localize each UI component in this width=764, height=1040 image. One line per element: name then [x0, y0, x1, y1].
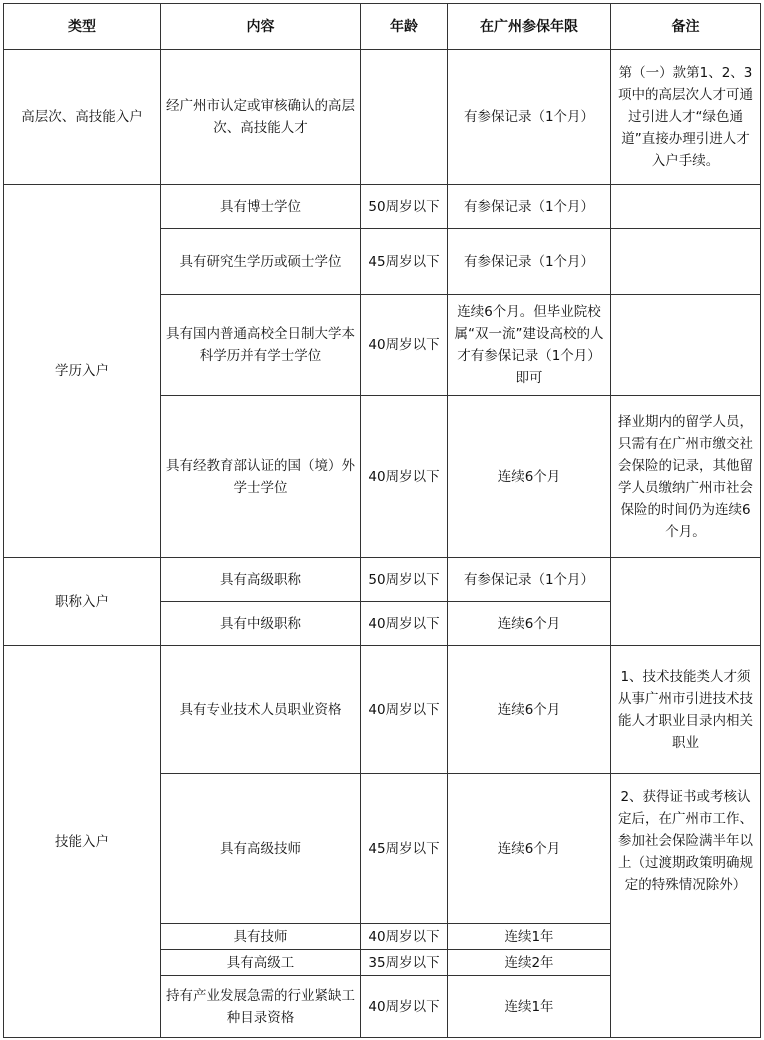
years-cell: 连续6个月 [448, 646, 611, 774]
age-cell: 40周岁以下 [361, 295, 448, 396]
policy-table [3, 3, 761, 1038]
content-cell: 具有中级职称 [161, 602, 361, 646]
note-cell [611, 558, 761, 646]
note-cell: 择业期内的留学人员，只需有在广州市缴交社会保险的记录，其他留学人员缴纳广州市社会保险的时间仍为连续6个月。 [611, 396, 761, 558]
note-cell [611, 295, 761, 396]
years-cell: 连续6个月。但毕业院校属“双一流”建设高校的人才有参保记录（1个月）即可 [448, 295, 611, 396]
age-cell: 40周岁以下 [361, 646, 448, 774]
type-cell: 高层次、高技能入户 [4, 50, 161, 185]
age-cell: 40周岁以下 [361, 396, 448, 558]
table-row [4, 558, 761, 602]
age-cell: 50周岁以下 [361, 558, 448, 602]
years-cell: 有参保记录（1个月） [448, 558, 611, 602]
note-cell: 第（一）款第1、2、3项中的高层次人才可通过引进人才“绿色通道”直接办理引进人才入户手续。 [611, 50, 761, 185]
years-cell: 有参保记录（1个月） [448, 229, 611, 295]
age-cell [361, 50, 448, 185]
years-cell: 连续1年 [448, 976, 611, 1038]
age-cell: 40周岁以下 [361, 976, 448, 1038]
years-cell: 连续2年 [448, 950, 611, 976]
content-cell: 具有技师 [161, 924, 361, 950]
content-cell: 具有博士学位 [161, 185, 361, 229]
age-cell: 45周岁以下 [361, 229, 448, 295]
years-cell: 连续6个月 [448, 396, 611, 558]
table-row [4, 185, 761, 229]
years-cell: 连续6个月 [448, 602, 611, 646]
type-cell: 技能入户 [4, 646, 161, 1038]
header-content: 内容 [161, 4, 361, 50]
age-cell: 40周岁以下 [361, 602, 448, 646]
note-cell [611, 229, 761, 295]
age-cell: 35周岁以下 [361, 950, 448, 976]
content-cell: 具有经教育部认证的国（境）外学士学位 [161, 396, 361, 558]
years-cell: 有参保记录（1个月） [448, 50, 611, 185]
type-cell: 学历入户 [4, 185, 161, 558]
table-row [4, 50, 761, 185]
note-cell [611, 185, 761, 229]
header-years: 在广州参保年限 [448, 4, 611, 50]
content-cell: 具有高级工 [161, 950, 361, 976]
note-cell: 1、技术技能类人才须从事广州市引进技术技能人才职业目录内相关职业 [611, 646, 761, 774]
header-note: 备注 [611, 4, 761, 50]
age-cell: 45周岁以下 [361, 774, 448, 924]
age-cell: 50周岁以下 [361, 185, 448, 229]
years-cell: 连续6个月 [448, 774, 611, 924]
content-cell: 具有高级职称 [161, 558, 361, 602]
content-cell: 具有高级技师 [161, 774, 361, 924]
content-cell: 经广州市认定或审核确认的高层次、高技能人才 [161, 50, 361, 185]
header-row [4, 4, 761, 50]
type-cell: 职称入户 [4, 558, 161, 646]
content-cell: 具有研究生学历或硕士学位 [161, 229, 361, 295]
header-type: 类型 [4, 4, 161, 50]
age-cell: 40周岁以下 [361, 924, 448, 950]
table-row [4, 646, 761, 774]
content-cell: 具有国内普通高校全日制大学本科学历并有学士学位 [161, 295, 361, 396]
note-cell: 2、获得证书或考核认定后，在广州市工作、参加社会保险满半年以上（过渡期政策明确规定的特殊情况除外） [611, 774, 761, 1038]
years-cell: 连续1年 [448, 924, 611, 950]
content-cell: 具有专业技术人员职业资格 [161, 646, 361, 774]
years-cell: 有参保记录（1个月） [448, 185, 611, 229]
header-age: 年龄 [361, 4, 448, 50]
content-cell: 持有产业发展急需的行业紧缺工种目录资格 [161, 976, 361, 1038]
